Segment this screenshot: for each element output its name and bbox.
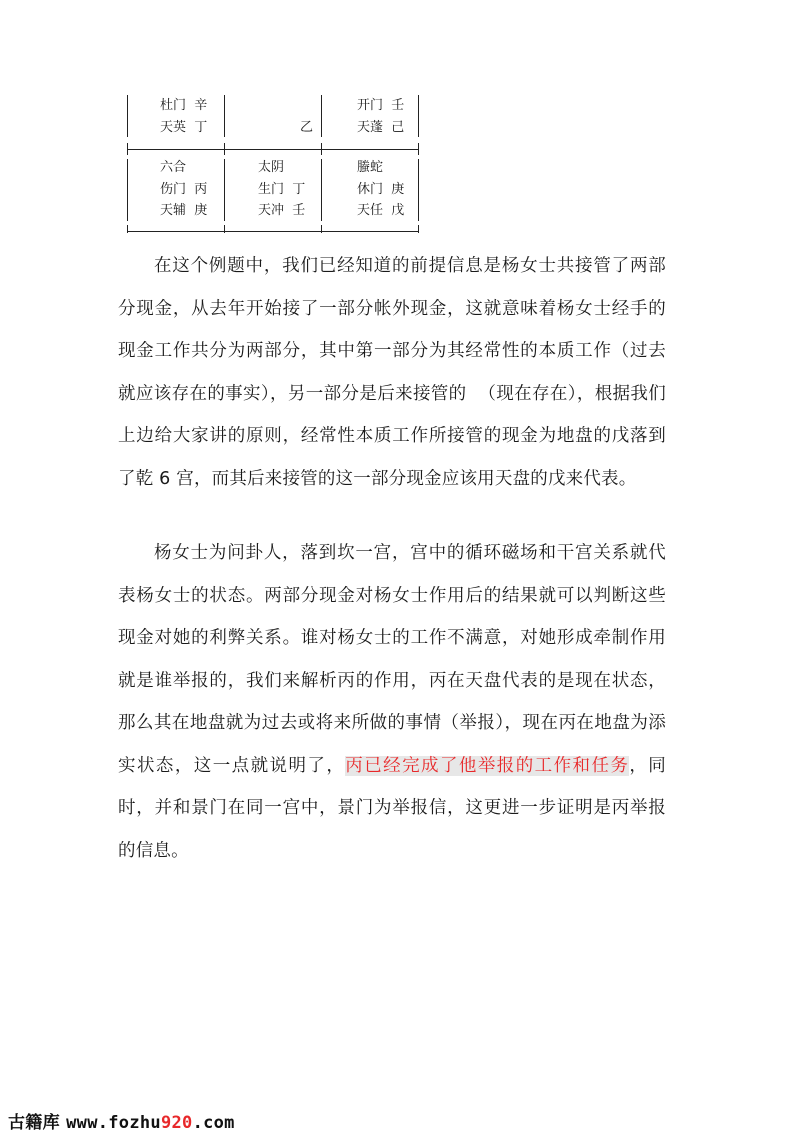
chart-border <box>127 225 128 233</box>
paragraph-reporter-analysis <box>118 532 666 872</box>
chart-border <box>418 225 419 233</box>
chart-border <box>321 159 322 221</box>
palace-line: 杜门 辛 <box>160 98 208 113</box>
footer-label: 古籍库 <box>8 1113 60 1133</box>
palace-line: 生门 丁 <box>258 182 306 197</box>
chart-border <box>321 143 322 155</box>
paragraph-text: 杨女士为问卦人，落到坎一宫，宫中的循环磁场和干宫关系就代表杨女士的状态。两部分现金对杨女士作用后的结果就可以判断这些现金对她的利弊关系。谁对杨女士的工作不满意，对她形成牵制作用就是谁举报的，我们来解析丙的作用，丙在天盘代表的是现在状态，那么其在地盘就为过去或将来所做的事情（举报），现在丙在地盘为添实状态，这一点就说明了， <box>118 543 666 776</box>
palace-line: 天任 戊 <box>357 203 405 218</box>
chart-border <box>224 159 225 221</box>
chart-border <box>321 95 322 137</box>
chart-divider <box>127 149 419 150</box>
highlighted-conclusion: 丙已经完成了他举报的工作和任务 <box>345 755 630 776</box>
palace-line: 开门 壬 <box>357 98 405 113</box>
chart-border <box>418 143 419 155</box>
palace-line: 休门 庚 <box>357 182 405 197</box>
chart-bottom-border <box>127 231 419 232</box>
chart-border <box>127 159 128 221</box>
chart-border <box>127 95 128 137</box>
palace-line: 伤门 丙 <box>160 182 208 197</box>
chart-border <box>224 143 225 155</box>
site-number: 920 <box>160 1113 193 1133</box>
paragraph-text: ，同时，并和景门在同一宫中，景门为举报信，这更进一步证明是丙举报的信息。 <box>118 755 666 861</box>
palace-line: 螣蛇 <box>357 160 384 175</box>
site-suffix: .com <box>192 1113 235 1133</box>
chart-border <box>127 143 128 155</box>
footer-watermark <box>8 1108 235 1133</box>
chart-border <box>418 95 419 137</box>
chart-border <box>224 95 225 137</box>
palace-line: 天冲 壬 <box>258 203 306 218</box>
chart-border <box>224 225 225 233</box>
palace-line: 乙 <box>300 120 314 135</box>
paragraph-cash-analysis: 在这个例题中，我们已经知道的前提信息是杨女士共接管了两部分现金，从去年开始接了一部分帐外现金，这就意味着杨女士经手的现金工作共分为两部分，其中第一部分为其经常性的本质工作（过去就应该存在的事实），另一部分是后来接管的 （现在存在），根据我们上边给大家讲的原则，经常性本质工作所接管的现金为地盘的戊落到了乾 6 宫，而其后来接管的这一部分现金应该用天盘的戊来代表。 <box>118 256 666 489</box>
site-prefix: www.fozhu <box>66 1113 161 1133</box>
chart-border <box>321 225 322 233</box>
palace-line: 天辅 庚 <box>160 203 208 218</box>
palace-line: 太阴 <box>258 160 285 175</box>
chart-border <box>418 159 419 221</box>
palace-line: 天蓬 己 <box>357 120 405 135</box>
footer-site-link[interactable] <box>66 1113 235 1133</box>
palace-line: 六合 <box>160 160 187 175</box>
qimen-chart <box>120 95 425 237</box>
palace-line: 天英 丁 <box>160 120 208 135</box>
